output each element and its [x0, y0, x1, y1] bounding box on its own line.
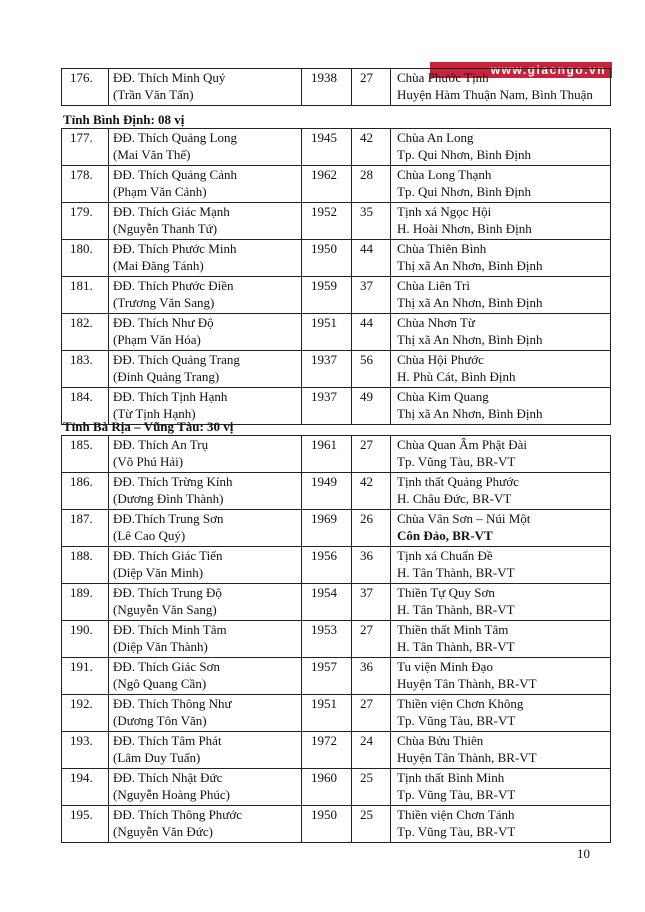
birth-year-cell [302, 510, 352, 547]
temple-location: Tp. Qui Nhơn, Bình Định [397, 147, 531, 162]
row-number-cell [62, 806, 109, 843]
dharma-name: ĐĐ. Thích Thông Phước [113, 807, 242, 822]
dharma-name: ĐĐ. Thích Minh Tâm [113, 622, 227, 637]
birth-year-cell [302, 769, 352, 806]
place-cell [391, 473, 611, 510]
birth-name: (Phạm Văn Hóa) [113, 332, 201, 347]
row-number: 191. [70, 659, 93, 674]
temple-location: Huyện Hàm Thuận Nam, Bình Thuận [397, 87, 593, 102]
table-row [62, 584, 611, 621]
age-cell [352, 621, 391, 658]
table-row [62, 69, 611, 106]
table-row [62, 695, 611, 732]
age-cell [352, 240, 391, 277]
temple-location: H. Phù Cát, Bình Định [397, 369, 516, 384]
row-number: 178. [70, 167, 93, 182]
birth-name: (Trần Văn Tấn) [113, 87, 194, 102]
name-cell [109, 436, 302, 473]
row-number-cell [62, 473, 109, 510]
birth-year: 1938 [311, 70, 337, 85]
place-cell [391, 240, 611, 277]
temple-location: Huyện Tân Thành, BR-VT [397, 676, 537, 691]
birth-name: (Lâm Duy Tuấn) [113, 750, 201, 765]
age-cell [352, 473, 391, 510]
temple-location: Huyện Tân Thành, BR-VT [397, 750, 537, 765]
dharma-name: ĐĐ. Thích Trung Độ [113, 585, 222, 600]
place-cell [391, 203, 611, 240]
place-cell [391, 732, 611, 769]
birth-year: 1954 [311, 585, 337, 600]
age-cell [352, 69, 391, 106]
row-number-cell [62, 732, 109, 769]
row-number: 182. [70, 315, 93, 330]
age-value: 25 [360, 770, 373, 785]
row-number: 195. [70, 807, 93, 822]
temple-name: Chùa Long Thạnh [397, 167, 492, 182]
row-number: 193. [70, 733, 93, 748]
table-row [62, 658, 611, 695]
birth-name: (Dương Tôn Văn) [113, 713, 207, 728]
name-cell [109, 621, 302, 658]
birth-name: (Ngô Quang Cần) [113, 676, 207, 691]
birth-name: (Nguyễn Văn Đức) [113, 824, 213, 839]
temple-name: Tu viện Minh Đạo [397, 659, 493, 674]
birth-year-cell [302, 129, 352, 166]
age-cell [352, 277, 391, 314]
birth-year-cell [302, 621, 352, 658]
row-number: 188. [70, 548, 93, 563]
row-number-cell [62, 436, 109, 473]
birth-name: (Lê Cao Quý) [113, 528, 186, 543]
birth-year: 1959 [311, 278, 337, 293]
row-number: 185. [70, 437, 93, 452]
birth-name: (Dương Đình Thành) [113, 491, 224, 506]
temple-name: Tịnh thất Quảng Phước [397, 474, 519, 489]
row-number-cell [62, 203, 109, 240]
section-heading-ba-ria-vung-tau: Tỉnh Bà Rịa – Vũng Tàu: 30 vị [63, 419, 234, 434]
dharma-name: ĐĐ. Thích Quảng Trang [113, 352, 240, 367]
age-value: 44 [360, 315, 373, 330]
table-row [62, 277, 611, 314]
name-cell [109, 166, 302, 203]
temple-name: Chùa Liên Trì [397, 278, 470, 293]
temple-name: Chùa Hội Phước [397, 352, 484, 367]
temple-name: Thiền Tự Quy Sơn [397, 585, 495, 600]
row-number: 184. [70, 389, 93, 404]
temple-location: Thị xã An Nhơn, Bình Định [397, 406, 543, 421]
dharma-name: ĐĐ. Thích Thông Như [113, 696, 232, 711]
birth-year-cell [302, 166, 352, 203]
birth-year: 1945 [311, 130, 337, 145]
age-cell [352, 314, 391, 351]
name-cell [109, 351, 302, 388]
table-row [62, 351, 611, 388]
temple-location: H. Tân Thành, BR-VT [397, 602, 515, 617]
temple-name: Chùa Vân Sơn – Núi Một [397, 511, 531, 526]
birth-year: 1961 [311, 437, 337, 452]
temple-location: H. Tân Thành, BR-VT [397, 639, 515, 654]
age-value: 37 [360, 585, 373, 600]
name-cell [109, 69, 302, 106]
row-number-cell [62, 69, 109, 106]
birth-year: 1937 [311, 389, 337, 404]
temple-name: Tịnh xá Ngọc Hội [397, 204, 492, 219]
birth-name: (Nguyễn Thanh Tứ) [113, 221, 218, 236]
place-cell [391, 166, 611, 203]
temple-location: Côn Đảo, BR-VT [397, 528, 493, 543]
age-value: 42 [360, 474, 373, 489]
temple-name: Thiền viện Chơn Tánh [397, 807, 515, 822]
temple-name: Chùa Phước Tịnh [397, 70, 489, 85]
temple-location: Tp. Qui Nhơn, Bình Định [397, 184, 531, 199]
row-number-cell [62, 510, 109, 547]
age-value: 27 [360, 622, 373, 637]
name-cell [109, 314, 302, 351]
row-number-cell [62, 166, 109, 203]
age-value: 36 [360, 548, 373, 563]
row-number-cell [62, 314, 109, 351]
dharma-name: ĐĐ. Thích Nhật Đức [113, 770, 223, 785]
birth-name: (Đinh Quảng Trang) [113, 369, 220, 384]
name-cell [109, 473, 302, 510]
age-value: 25 [360, 807, 373, 822]
row-number: 176. [70, 70, 93, 85]
birth-year-cell [302, 388, 352, 425]
birth-year: 1950 [311, 241, 337, 256]
dharma-name: ĐĐ. Thích Trừng Kính [113, 474, 233, 489]
birth-year: 1953 [311, 622, 337, 637]
age-cell [352, 658, 391, 695]
row-number: 189. [70, 585, 93, 600]
birth-name: (Diệp Văn Thành) [113, 639, 208, 654]
age-value: 42 [360, 130, 373, 145]
temple-location: H. Hoài Nhơn, Bình Định [397, 221, 532, 236]
place-cell [391, 436, 611, 473]
age-value: 37 [360, 278, 373, 293]
age-cell [352, 584, 391, 621]
age-value: 27 [360, 437, 373, 452]
age-value: 44 [360, 241, 373, 256]
dharma-name: ĐĐ. Thích Quảng Cảnh [113, 167, 237, 182]
place-cell [391, 69, 611, 106]
temple-name: Chùa An Long [397, 130, 474, 145]
temple-location: Tp. Vũng Tàu, BR-VT [397, 824, 516, 839]
age-value: 56 [360, 352, 373, 367]
birth-year: 1972 [311, 733, 337, 748]
age-value: 28 [360, 167, 373, 182]
birth-year: 1949 [311, 474, 337, 489]
name-cell [109, 547, 302, 584]
dharma-name: ĐĐ. Thích Như Độ [113, 315, 214, 330]
place-cell [391, 277, 611, 314]
name-cell [109, 584, 302, 621]
table-row [62, 806, 611, 843]
page-number: 10 [577, 846, 590, 861]
birth-year-cell [302, 203, 352, 240]
monk-table-binh-dinh [61, 128, 611, 425]
birth-name: (Diệp Văn Minh) [113, 565, 204, 580]
age-cell [352, 203, 391, 240]
dharma-name: ĐĐ. Thích Giác Sơn [113, 659, 221, 674]
monk-table-binh-thuan [61, 68, 611, 106]
temple-name: Chùa Nhơn Từ [397, 315, 475, 330]
row-number: 177. [70, 130, 93, 145]
temple-location: Thị xã An Nhơn, Bình Định [397, 332, 543, 347]
table-row [62, 769, 611, 806]
birth-year-cell [302, 351, 352, 388]
name-cell [109, 695, 302, 732]
birth-year: 1952 [311, 204, 337, 219]
row-number-cell [62, 769, 109, 806]
row-number: 179. [70, 204, 93, 219]
birth-year-cell [302, 732, 352, 769]
dharma-name: ĐĐ. Thích Giác Tiến [113, 548, 223, 563]
row-number: 183. [70, 352, 93, 367]
age-value: 35 [360, 204, 373, 219]
name-cell [109, 658, 302, 695]
birth-name: (Trương Văn Sang) [113, 295, 215, 310]
row-number: 194. [70, 770, 93, 785]
temple-location: Tp. Vũng Tàu, BR-VT [397, 713, 516, 728]
table-row [62, 129, 611, 166]
age-value: 26 [360, 511, 373, 526]
birth-year: 1951 [311, 696, 337, 711]
birth-year-cell [302, 806, 352, 843]
table-row [62, 621, 611, 658]
table-row [62, 510, 611, 547]
temple-location: H. Châu Đức, BR-VT [397, 491, 512, 506]
birth-name: (Võ Phú Hải) [113, 454, 184, 469]
dharma-name: ĐĐ. Thích Minh Quý [113, 70, 226, 85]
birth-year: 1960 [311, 770, 337, 785]
place-cell [391, 351, 611, 388]
dharma-name: ĐĐ. Thích Tịnh Hạnh [113, 389, 228, 404]
place-cell [391, 584, 611, 621]
row-number-cell [62, 277, 109, 314]
watermark: www.giacngo.vn [430, 62, 612, 78]
table-row [62, 240, 611, 277]
age-cell [352, 695, 391, 732]
age-cell [352, 436, 391, 473]
birth-name: (Nguyễn Văn Sang) [113, 602, 217, 617]
place-cell [391, 388, 611, 425]
birth-year: 1962 [311, 167, 337, 182]
place-cell [391, 695, 611, 732]
table-row [62, 166, 611, 203]
age-value: 27 [360, 70, 373, 85]
birth-name: (Từ Tịnh Hạnh) [113, 406, 196, 421]
age-cell [352, 806, 391, 843]
row-number: 181. [70, 278, 93, 293]
age-cell [352, 769, 391, 806]
birth-year: 1951 [311, 315, 337, 330]
age-value: 49 [360, 389, 373, 404]
birth-year-cell [302, 695, 352, 732]
age-cell [352, 351, 391, 388]
temple-name: Thiền thất Minh Tâm [397, 622, 509, 637]
row-number-cell [62, 129, 109, 166]
row-number: 180. [70, 241, 93, 256]
row-number: 192. [70, 696, 93, 711]
row-number-cell [62, 584, 109, 621]
birth-name: (Mai Văn Thế) [113, 147, 191, 162]
row-number-cell [62, 547, 109, 584]
age-cell [352, 388, 391, 425]
dharma-name: ĐĐ.Thích Trung Sơn [113, 511, 224, 526]
name-cell [109, 806, 302, 843]
dharma-name: ĐĐ. Thích Phước Điền [113, 278, 234, 293]
name-cell [109, 129, 302, 166]
birth-year: 1969 [311, 511, 337, 526]
birth-year-cell [302, 547, 352, 584]
name-cell [109, 240, 302, 277]
birth-year: 1937 [311, 352, 337, 367]
birth-year-cell [302, 584, 352, 621]
birth-year-cell [302, 277, 352, 314]
age-cell [352, 547, 391, 584]
section-heading-binh-dinh: Tỉnh Bình Định: 08 vị [63, 112, 185, 127]
birth-name: (Nguyễn Hoàng Phúc) [113, 787, 230, 802]
name-cell [109, 769, 302, 806]
table-row [62, 547, 611, 584]
temple-location: Thị xã An Nhơn, Bình Định [397, 295, 543, 310]
row-number-cell [62, 658, 109, 695]
table-row [62, 314, 611, 351]
birth-year: 1957 [311, 659, 337, 674]
name-cell [109, 732, 302, 769]
temple-name: Tịnh thất Bình Minh [397, 770, 505, 785]
name-cell [109, 510, 302, 547]
birth-year: 1956 [311, 548, 337, 563]
temple-name: Chùa Quan Âm Phật Đài [397, 437, 527, 452]
birth-year-cell [302, 240, 352, 277]
row-number-cell [62, 240, 109, 277]
birth-year-cell [302, 314, 352, 351]
row-number: 187. [70, 511, 93, 526]
dharma-name: ĐĐ. Thích An Trụ [113, 437, 209, 452]
temple-name: Chùa Thiên Bình [397, 241, 487, 256]
row-number: 190. [70, 622, 93, 637]
table-row [62, 436, 611, 473]
temple-location: H. Tân Thành, BR-VT [397, 565, 515, 580]
place-cell [391, 769, 611, 806]
age-value: 36 [360, 659, 373, 674]
age-cell [352, 510, 391, 547]
age-cell [352, 732, 391, 769]
row-number-cell [62, 695, 109, 732]
name-cell [109, 277, 302, 314]
birth-year: 1950 [311, 807, 337, 822]
table-row [62, 203, 611, 240]
row-number-cell [62, 351, 109, 388]
temple-name: Tịnh xá Chuẩn Đề [397, 548, 493, 563]
place-cell [391, 314, 611, 351]
birth-year-cell [302, 436, 352, 473]
place-cell [391, 621, 611, 658]
row-number: 186. [70, 474, 93, 489]
birth-name: (Phạm Văn Cảnh) [113, 184, 207, 199]
place-cell [391, 547, 611, 584]
age-cell [352, 166, 391, 203]
temple-name: Chùa Kim Quang [397, 389, 489, 404]
dharma-name: ĐĐ. Thích Tâm Phát [113, 733, 222, 748]
temple-location: Tp. Vũng Tàu, BR-VT [397, 454, 516, 469]
age-value: 24 [360, 733, 373, 748]
temple-name: Thiền viện Chơn Không [397, 696, 524, 711]
place-cell [391, 510, 611, 547]
age-cell [352, 129, 391, 166]
dharma-name: ĐĐ. Thích Phước Minh [113, 241, 237, 256]
monk-table-ba-ria-vung-tau [61, 435, 611, 843]
temple-name: Chùa Bửu Thiên [397, 733, 484, 748]
birth-year-cell [302, 69, 352, 106]
table-row [62, 732, 611, 769]
place-cell [391, 806, 611, 843]
row-number-cell [62, 621, 109, 658]
age-value: 27 [360, 696, 373, 711]
dharma-name: ĐĐ. Thích Giác Mạnh [113, 204, 230, 219]
birth-year-cell [302, 658, 352, 695]
birth-year-cell [302, 473, 352, 510]
table-row [62, 473, 611, 510]
name-cell [109, 203, 302, 240]
birth-name: (Mai Đăng Tánh) [113, 258, 204, 273]
temple-location: Tp. Vũng Tàu, BR-VT [397, 787, 516, 802]
place-cell [391, 658, 611, 695]
dharma-name: ĐĐ. Thích Quảng Long [113, 130, 237, 145]
place-cell [391, 129, 611, 166]
temple-location: Thị xã An Nhơn, Bình Định [397, 258, 543, 273]
